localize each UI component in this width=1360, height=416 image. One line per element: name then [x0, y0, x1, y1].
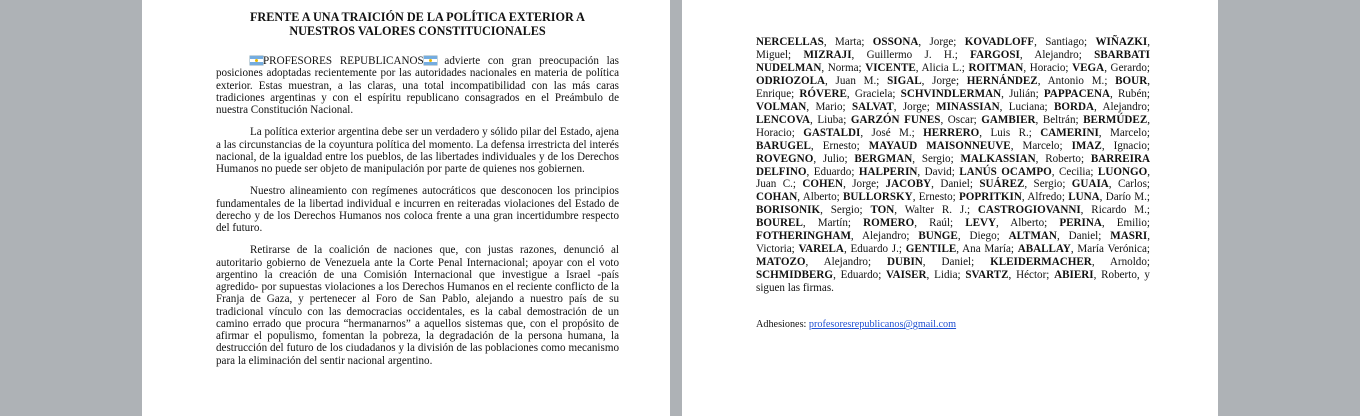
signer-given-name: , Juan M.;	[825, 74, 888, 87]
signers-closing: , y siguen las firmas.	[756, 269, 1150, 295]
signer-given-name: , Daniel;	[1056, 230, 1111, 243]
signer-surname: ALTMAN	[1008, 230, 1057, 243]
signer-given-name: , Graciela;	[846, 87, 901, 100]
signer-surname: PERINA	[1059, 217, 1102, 230]
signer-given-name: , Santiago;	[1034, 36, 1096, 48]
signer-surname: BERGMAN	[854, 152, 913, 165]
signer-given-name: , Beltrán;	[1035, 113, 1084, 126]
signer-surname: LANÚS OCAMPO	[959, 165, 1052, 178]
signer-surname: GUAIA	[1071, 178, 1109, 191]
signer-given-name: , Martín;	[802, 217, 864, 230]
signer-surname: HALPERIN	[858, 165, 918, 178]
signer-given-name: , Marcelo;	[1098, 126, 1150, 139]
signer-surname: VOLMAN	[756, 100, 807, 113]
signer-given-name: , Rubén;	[1110, 87, 1151, 100]
signer-surname: PAPPACENA	[1043, 87, 1110, 100]
signer-surname: BERMÚDEZ	[1083, 113, 1148, 126]
signer-surname: VEGA	[1072, 61, 1105, 74]
signer-surname: ABIERI	[1054, 269, 1094, 282]
org-name: PROFESORES REPUBLICANOS	[263, 55, 424, 67]
signer-given-name: , Luis R.;	[979, 126, 1041, 139]
signer-given-name: , Oscar;	[940, 113, 982, 126]
signer-given-name: , Antonio M.;	[1037, 74, 1116, 87]
signer-surname: RÓVERE	[799, 87, 847, 100]
signer-surname: LUONGO	[1097, 165, 1148, 178]
paragraph-2: La política exterior argentina debe ser un verdadero y sólido pilar del Estado, ajena a las circunstancias de la coyuntura política del momento. La defensa irrestricta del interés nacional, de la igualdad entre los pueblos, de las libertades individuales y de los Derechos Humanos no puede ser objeto de manipulación por parte de quienes nos gobiernen.	[216, 126, 619, 175]
signer-given-name: , Julián;	[1001, 87, 1044, 100]
signer-surname: IMAZ	[1071, 139, 1102, 152]
signer-surname: JACOBY	[885, 178, 932, 191]
signer-surname: NERCELLAS	[756, 36, 824, 48]
signer-given-name: , Marta;	[823, 36, 873, 48]
signer-surname: TON	[870, 204, 895, 217]
signer-given-name: , Alberto;	[996, 217, 1060, 230]
signer-given-name: , Alejandro;	[850, 230, 919, 243]
signer-given-name: , Guillermo J. H.;	[851, 48, 971, 61]
signer-surname: HERNÁNDEZ	[966, 74, 1038, 87]
signer-surname: LENCOVA	[756, 113, 811, 126]
signer-surname: LUNA	[1068, 191, 1100, 204]
argentina-flag-icon	[424, 56, 437, 65]
signer-given-name: , Arnoldo;	[1091, 256, 1150, 269]
signer-given-name: , Alicia L.;	[915, 61, 969, 74]
signers-list	[756, 36, 1150, 295]
signer-given-name: , Eduardo;	[833, 269, 887, 282]
signer-given-name: , Héctor;	[1008, 269, 1055, 282]
signer-surname: MASRI	[1110, 230, 1148, 243]
signer-given-name: , Jorge;	[843, 178, 886, 191]
signer-surname: ABALLAY	[1017, 243, 1071, 256]
signer-given-name: , Alejandro;	[1094, 100, 1150, 113]
signer-surname: KOVADLOFF	[964, 36, 1035, 48]
signer-given-name: , Eduardo;	[806, 165, 859, 178]
signer-surname: OSSONA	[872, 36, 919, 48]
signer-given-name: , Carlos;	[1108, 178, 1150, 191]
signer-given-name: , Liuba;	[810, 113, 851, 126]
signer-surname: FOTHERINGHAM	[756, 230, 851, 243]
signer-surname: ROVEGNO	[756, 152, 814, 165]
signer-given-name: , Daniel;	[931, 178, 980, 191]
signer-given-name: , Jorge;	[918, 36, 965, 48]
document-page-right	[682, 0, 1218, 416]
signer-surname: LEVY	[965, 217, 997, 230]
signer-given-name: , Miguel;	[756, 36, 1150, 61]
signer-given-name: , Emilio;	[1101, 217, 1150, 230]
signer-surname: POPRITKIN	[959, 191, 1022, 204]
signer-surname: HERRERO	[923, 126, 980, 139]
signer-given-name: , Alberto;	[797, 191, 844, 204]
signer-given-name: , Cecilia;	[1051, 165, 1098, 178]
signer-surname: SBARBATI NUDELMAN	[756, 48, 1150, 74]
signer-surname: CASTROGIOVANNI	[977, 204, 1081, 217]
signer-given-name: , Alfredo;	[1021, 191, 1069, 204]
signer-surname: BORDA	[1053, 100, 1095, 113]
signer-given-name: , José M.;	[860, 126, 924, 139]
signer-given-name: , Victoria;	[756, 230, 1150, 256]
adhesiones-label: Adhesiones:	[756, 319, 809, 331]
signer-given-name: , Eduardo J.;	[843, 243, 906, 256]
signer-surname: GAMBIER	[981, 113, 1036, 126]
signer-given-name: , Gerardo;	[1104, 61, 1150, 74]
signer-given-name: , Alejandro;	[805, 256, 888, 269]
signer-given-name: , Ana María;	[956, 243, 1018, 256]
signer-surname: BUNGE	[918, 230, 958, 243]
paragraph-1-text: advierte con gran preocupación las posiciones adoptadas recientemente por las autoridades nacionales en materia de política exterior. Estas muestran, a las claras, una total incompatibilidad con las más caras tradiciones argentinas y con el espíritu republicano consagrados en el Preámbulo de nuestra Constitución Nacional.	[216, 55, 619, 116]
signer-surname: VARELA	[798, 243, 844, 256]
signer-surname: BOUR	[1115, 74, 1148, 87]
signer-surname: VAISER	[886, 269, 927, 282]
adhesiones-email-link[interactable]: profesoresrepublicanos@gmail.com	[808, 319, 957, 331]
signer-given-name: , David;	[917, 165, 960, 178]
signer-given-name: , María Verónica;	[1070, 243, 1150, 256]
signer-surname: SALVAT	[852, 100, 894, 113]
signer-given-name: , Walter R. J.;	[894, 204, 978, 217]
paragraph-3: Nuestro alineamiento con regímenes autocráticos que desconocen los principios fundamentales de la libertad individual e incurren en reiteradas violaciones del Estado de derecho y de los Derechos Humanos nos coloca frente a una gran incertidumbre respecto del futuro.	[216, 185, 619, 234]
signer-given-name: , Sergio;	[912, 152, 961, 165]
signer-surname: KLEIDERMACHER	[990, 256, 1092, 269]
signer-surname: GARZÓN FUNES	[850, 113, 941, 126]
signer-surname: GASTALDI	[803, 126, 861, 139]
signer-surname: MALKASSIAN	[960, 152, 1036, 165]
signer-surname: CAMERINI	[1040, 126, 1099, 139]
signer-surname: SCHMIDBERG	[756, 269, 834, 282]
signer-surname: BULLORSKY	[843, 191, 913, 204]
signer-surname: ROITMAN	[968, 61, 1024, 74]
signer-given-name: , Raúl;	[914, 217, 966, 230]
paragraph-4: Retirarse de la coalición de naciones que, con justas razones, denunció al autoritario gobierno de Venezuela ante la Corte Penal Internacional; apoyar con el voto argentino la creación de una Comisión Internacional que investigue a Israel -país agredido- por supuestas violaciones a los Derechos Humanos en el reciente conflicto de la Franja de Gaza, y pertenecer al Foro de San Pablo, alejando a nuestro país de su tradicional vínculo con las democracias occidentales, es la cabal demostración de un camino errado que procura “hermanarnos” a aquellos sistemas que, con el propósito de afirmar el populismo, fomentan la pobreza, la degradación de la persona humana, la destrucción del futuro de los ciudadanos y la división de las poblaciones como mecanismo para la eliminación del sentir nacional argentino.	[216, 244, 619, 367]
signer-given-name: , Enrique;	[756, 74, 1150, 100]
signer-given-name: , Marcelo;	[1010, 139, 1072, 152]
paragraph-1	[216, 55, 619, 116]
signer-surname: BOUREL	[756, 217, 803, 230]
signer-given-name: , Daniel;	[922, 256, 991, 269]
signer-given-name: , Sergio;	[1024, 178, 1072, 191]
signer-given-name: , Sergio;	[820, 204, 871, 217]
page-content	[216, 10, 619, 377]
signer-surname: SIGAL	[887, 74, 922, 87]
signer-given-name: , Horacio;	[756, 113, 1151, 139]
signer-surname: BORISONIK	[756, 204, 821, 217]
signer-given-name: , Diego;	[957, 230, 1009, 243]
signer-surname: SVARTZ	[965, 269, 1009, 282]
signer-surname: WIÑAZKI	[1095, 36, 1148, 48]
signer-surname: BARREIRA DELFINO	[756, 152, 1150, 178]
signer-given-name: , Darío M.;	[1099, 191, 1150, 204]
adhesiones-line	[756, 319, 1150, 331]
signer-surname: COHAN	[756, 191, 798, 204]
signer-given-name: , Julio;	[813, 152, 855, 165]
signer-surname: ODRIOZOLA	[756, 74, 826, 87]
signer-surname: SCHVINDLERMAN	[900, 87, 1002, 100]
page-gap	[670, 0, 682, 416]
signer-given-name: , Ignacio;	[1101, 139, 1150, 152]
signer-surname: SUÁREZ	[979, 178, 1025, 191]
signer-surname: MATOZO	[756, 256, 806, 269]
signer-given-name: , Ernesto;	[912, 191, 960, 204]
page-content	[756, 36, 1150, 341]
signer-surname: FARGOSI	[970, 48, 1020, 61]
signer-given-name: , Horacio;	[1023, 61, 1073, 74]
signer-surname: MAYAUD MAISONNEUVE	[868, 139, 1011, 152]
signer-given-name: , Alejandro;	[1019, 48, 1095, 61]
signer-surname: COHEN	[802, 178, 844, 191]
signer-given-name: , Ricardo M.;	[1080, 204, 1150, 217]
argentina-flag-icon	[250, 56, 263, 65]
signer-surname: VICENTE	[865, 61, 916, 74]
signer-surname: DUBIN	[887, 256, 923, 269]
signer-given-name: , Roberto;	[1035, 152, 1091, 165]
signer-given-name: , Jorge;	[893, 100, 937, 113]
signer-given-name: , Jorge;	[921, 74, 967, 87]
signer-surname: MIZRAJI	[803, 48, 852, 61]
signer-given-name: , Luciana;	[999, 100, 1054, 113]
signer-given-name: , Juan C.;	[756, 165, 1151, 191]
signer-given-name: , Norma;	[821, 61, 866, 74]
signer-surname: ROMERO	[863, 217, 915, 230]
signer-given-name: , Roberto	[1093, 269, 1137, 282]
document-title: FRENTE A UNA TRAICIÓN DE LA POLÍTICA EXTERIOR A NUESTROS VALORES CONSTITUCIONALES	[249, 10, 585, 38]
signer-given-name: , Ernesto;	[810, 139, 869, 152]
signer-given-name: , Mario;	[806, 100, 852, 113]
document-page-left	[142, 0, 670, 416]
signer-surname: GENTILE	[905, 243, 957, 256]
signer-surname: MINASSIAN	[936, 100, 1000, 113]
signer-given-name: , Lidia;	[926, 269, 966, 282]
signer-surname: BARUGEL	[756, 139, 811, 152]
